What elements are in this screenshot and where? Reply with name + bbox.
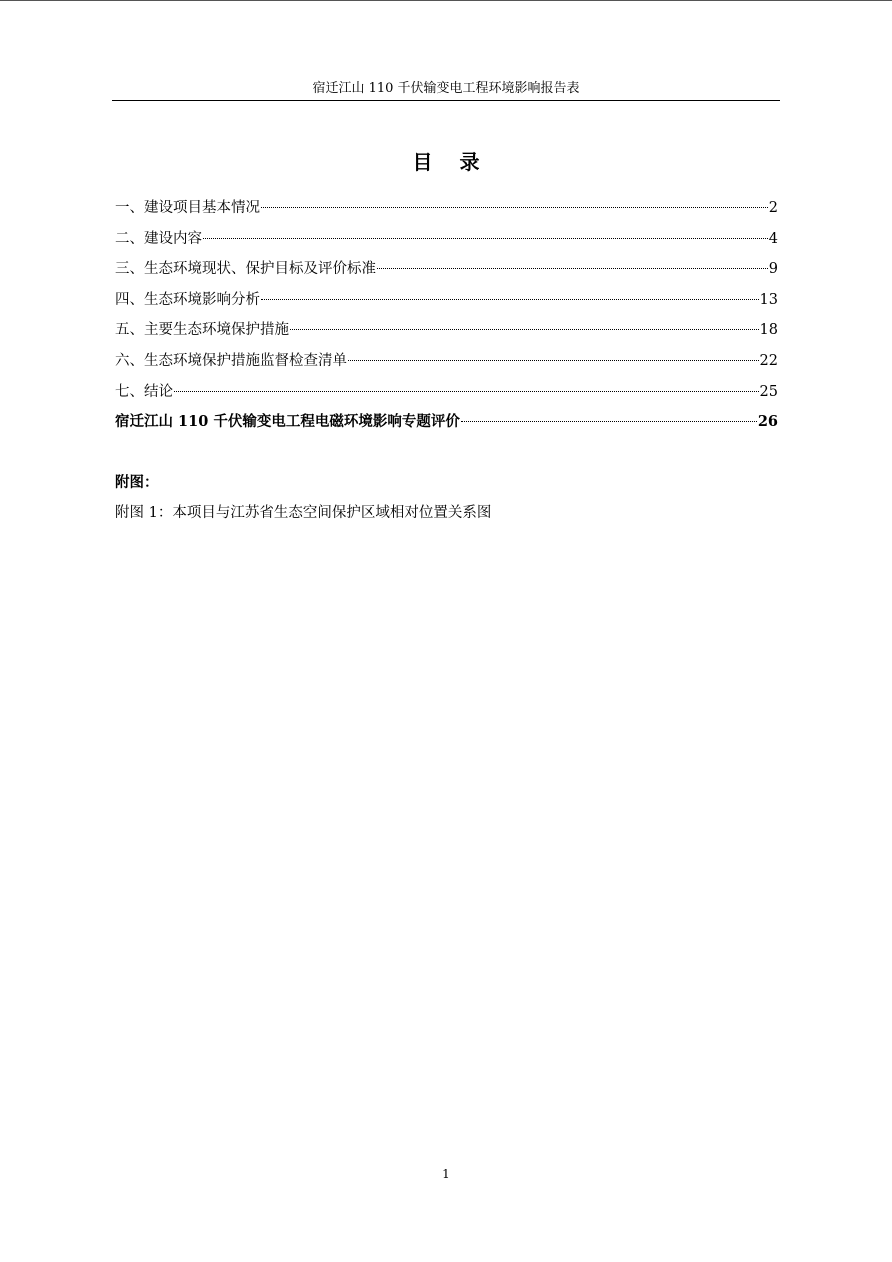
toc-entry-4[interactable] [115,289,778,320]
toc-title: 目 录 [412,150,490,174]
toc-entry-special-report[interactable] [115,411,778,442]
running-header: 宿迁江山 110 千伏输变电工程环境影响报告表 [112,80,780,101]
toc-entry-page: 4 [768,230,778,247]
toc-entry-7[interactable] [115,381,778,412]
dot-leader [261,299,759,300]
appendix-heading: 附图： [115,474,159,491]
toc-entry-label: 一、建设项目基本情况 [115,200,260,216]
dot-leader [461,421,757,422]
table-of-contents [115,197,778,442]
toc-entry-label: 六、生态环境保护措施监督检查清单 [115,352,347,369]
toc-entry-3[interactable] [115,258,778,289]
toc-entry-label: 七、结论 [115,383,173,400]
toc-entry-page: 9 [768,261,778,278]
toc-entry-label: 宿迁江山 110 千伏输变电工程电磁环境影响专题评价 [115,413,460,431]
dot-leader [174,391,759,392]
toc-entry-page: 13 [759,291,778,308]
dot-leader [203,238,768,239]
toc-entry-page: 26 [757,413,778,431]
toc-entry-label: 二、建设内容 [115,230,202,247]
page-number: 1 [442,1167,450,1181]
toc-entry-1[interactable] [115,197,778,228]
toc-entry-page: 18 [759,322,778,339]
dot-leader [377,268,768,269]
toc-entry-label: 四、生态环境影响分析 [115,291,260,308]
toc-entry-page: 22 [759,352,778,369]
appendix-item[interactable]: 附图 1：本项目与江苏省生态空间保护区域相对位置关系图 [115,505,492,521]
toc-entry-page: 2 [768,200,778,216]
toc-entry-5[interactable] [115,319,778,350]
toc-entry-label: 五、主要生态环境保护措施 [115,322,289,339]
toc-entry-6[interactable] [115,350,778,381]
dot-leader [290,329,759,330]
toc-entry-2[interactable] [115,228,778,259]
dot-leader [348,360,759,361]
toc-entry-label: 三、生态环境现状、保护目标及评价标准 [115,261,376,278]
dot-leader [261,207,768,208]
toc-entry-page: 25 [759,383,778,400]
